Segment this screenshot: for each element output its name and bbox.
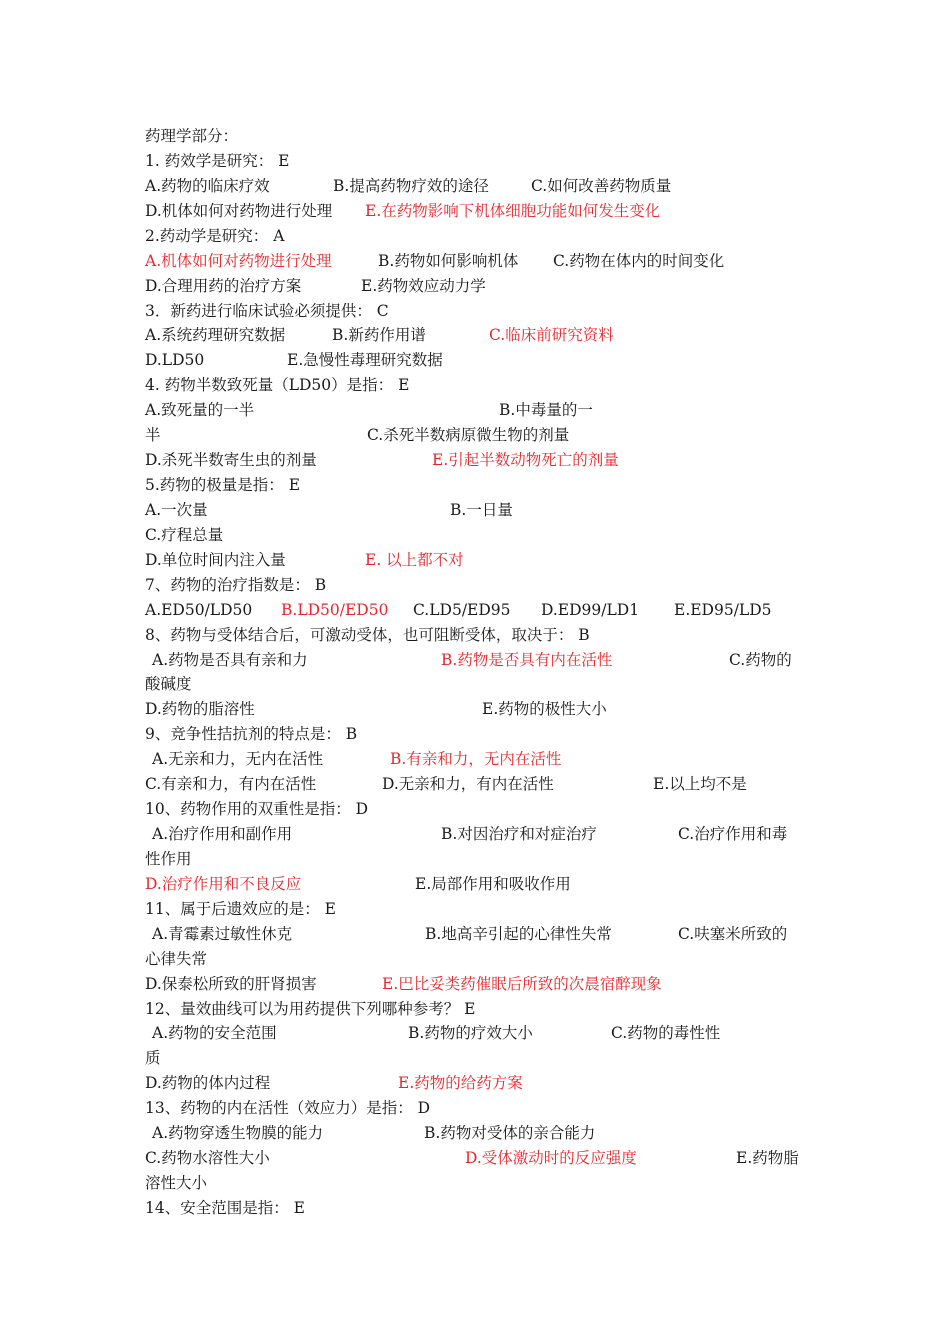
text-segment: 8、药物与受体结合后，可激动受体，也可阻断受体，取决于： B xyxy=(145,625,590,644)
text-segment: 12、量效曲线可以为用药提供下列哪种参考？ E xyxy=(145,999,476,1018)
text-segment: D.无亲和力，有内在活性 xyxy=(382,775,554,794)
text-line xyxy=(145,199,805,224)
text-line xyxy=(145,348,805,373)
text-line xyxy=(145,648,805,673)
text-segment: B.对因治疗和对症治疗 xyxy=(441,825,597,844)
answer-option-highlight: E.在药物影响下机体细胞功能如何发生变化 xyxy=(365,201,661,220)
text-segment: A.药物的安全范围 xyxy=(152,1024,277,1043)
answer-option-highlight: B.LD50/ED50 xyxy=(281,600,389,619)
text-line xyxy=(145,1146,805,1171)
text-segment: 心律失常 xyxy=(145,949,208,968)
text-line xyxy=(145,722,805,747)
text-segment: A.青霉素过敏性休克 xyxy=(152,924,293,943)
text-segment: A.药物是否具有亲和力 xyxy=(152,650,308,669)
text-segment: D.ED99/LD1 xyxy=(541,600,640,619)
text-line xyxy=(145,274,805,299)
text-segment: C.杀死半数病原微生物的剂量 xyxy=(367,426,570,445)
text-line xyxy=(145,423,805,448)
text-segment: C.LD5/ED95 xyxy=(413,600,511,619)
text-segment: E.ED95/LD5 xyxy=(674,600,772,619)
text-line xyxy=(145,972,805,997)
text-segment: D.合理用药的治疗方案 xyxy=(145,276,302,295)
text-segment: A.药物的临床疗效 xyxy=(145,176,270,195)
text-segment: C.药物水溶性大小 xyxy=(145,1149,270,1168)
answer-option-highlight: A.机体如何对药物进行处理 xyxy=(145,251,332,270)
text-segment: 酸碱度 xyxy=(145,675,192,694)
text-line xyxy=(145,1196,805,1221)
text-line xyxy=(145,797,805,822)
text-line xyxy=(145,548,805,573)
text-line xyxy=(145,997,805,1022)
text-segment: D.杀死半数寄生虫的剂量 xyxy=(145,451,317,470)
text-line xyxy=(145,623,805,648)
text-line xyxy=(145,398,805,423)
text-segment: 13、药物的内在活性（效应力）是指： D xyxy=(145,1099,431,1118)
text-segment: 性作用 xyxy=(145,849,192,868)
text-line xyxy=(145,922,805,947)
text-segment: C.如何改善药物质量 xyxy=(531,176,672,195)
text-line xyxy=(145,448,805,473)
text-segment: 4. 药物半数致死量（LD50）是指： E xyxy=(145,376,410,395)
answer-option-highlight: D.受体激动时的反应强度 xyxy=(465,1149,637,1168)
text-segment: C.治疗作用和毒 xyxy=(678,825,788,844)
text-segment: C.有亲和力，有内在活性 xyxy=(145,775,317,794)
text-line xyxy=(145,473,805,498)
text-line xyxy=(145,498,805,523)
text-segment: D.机体如何对药物进行处理 xyxy=(145,201,333,220)
text-segment: 药理学部分： xyxy=(145,127,239,145)
text-segment: B.一日量 xyxy=(450,500,513,519)
text-segment: E.药物的极性大小 xyxy=(482,700,607,719)
text-segment: A.无亲和力，无内在活性 xyxy=(152,750,324,769)
text-segment: A.致死量的一半 xyxy=(145,401,255,420)
text-segment: 2.药动学是研究： A xyxy=(145,226,285,245)
text-line xyxy=(145,299,805,324)
text-segment: C.疗程总量 xyxy=(145,525,224,544)
answer-option-highlight: B.药物是否具有内在活性 xyxy=(441,650,613,669)
text-segment: 溶性大小 xyxy=(145,1174,208,1193)
text-segment: B.提高药物疗效的途径 xyxy=(333,176,489,195)
text-line xyxy=(145,772,805,797)
text-line xyxy=(145,1096,805,1121)
text-line xyxy=(145,872,805,897)
text-segment: E.局部作用和吸收作用 xyxy=(415,874,571,893)
text-segment: D.药物的体内过程 xyxy=(145,1074,271,1093)
text-segment: C.药物在体内的时间变化 xyxy=(553,251,725,270)
text-segment: D.保泰松所致的肝肾损害 xyxy=(145,974,317,993)
text-segment: 10、药物作用的双重性是指： D xyxy=(145,800,369,819)
text-segment: A.治疗作用和副作用 xyxy=(152,825,293,844)
text-segment: E.急慢性毒理研究数据 xyxy=(287,351,443,370)
answer-option-highlight: D.治疗作用和不良反应 xyxy=(145,874,302,893)
answer-option-highlight: B.有亲和力，无内在活性 xyxy=(390,750,562,769)
text-segment: 1. 药效学是研究： E xyxy=(145,151,290,170)
text-line xyxy=(145,174,805,199)
text-segment: A.ED50/LD50 xyxy=(145,600,253,619)
text-line xyxy=(145,573,805,598)
text-segment: B.中毒量的一 xyxy=(499,401,593,420)
text-line xyxy=(145,373,805,398)
text-line xyxy=(145,1046,805,1071)
text-line xyxy=(145,697,805,722)
text-segment: B.地高辛引起的心律性失常 xyxy=(425,924,612,943)
text-line xyxy=(145,1171,805,1196)
text-segment: 11、属于后遗效应的是： E xyxy=(145,899,336,918)
text-segment: D.单位时间内注入量 xyxy=(145,550,286,569)
text-segment: C.呋塞米所致的 xyxy=(678,924,788,943)
answer-option-highlight: E. 以上都不对 xyxy=(365,550,464,569)
text-segment: C.药物的 xyxy=(729,650,792,669)
text-line xyxy=(145,747,805,772)
text-segment: 质 xyxy=(145,1049,161,1068)
text-segment: 7、药物的治疗指数是： B xyxy=(145,575,327,594)
text-line xyxy=(145,897,805,922)
text-segment: 半 xyxy=(145,426,161,445)
text-line xyxy=(145,149,805,174)
text-line xyxy=(145,523,805,548)
text-line xyxy=(145,672,805,697)
text-line xyxy=(145,822,805,847)
text-segment: 14、安全范围是指： E xyxy=(145,1198,305,1217)
text-line xyxy=(145,124,805,149)
text-segment: A.系统药理研究数据 xyxy=(145,326,286,345)
text-segment: E.药物脂 xyxy=(736,1149,799,1168)
text-segment: 3．新药进行临床试验必须提供： C xyxy=(145,301,389,320)
text-segment: B.药物如何影响机体 xyxy=(378,251,519,270)
text-segment: A.药物穿透生物膜的能力 xyxy=(152,1124,324,1143)
text-segment: C.药物的毒性性 xyxy=(611,1024,721,1043)
text-segment: D.LD50 xyxy=(145,351,205,370)
answer-option-highlight: E.药物的给药方案 xyxy=(398,1074,523,1093)
answer-option-highlight: E.引起半数动物死亡的剂量 xyxy=(432,451,619,470)
text-segment: E.药物效应动力学 xyxy=(361,276,486,295)
text-line xyxy=(145,1121,805,1146)
text-segment: 5.药物的极量是指： E xyxy=(145,476,301,495)
text-segment: B.药物对受体的亲合能力 xyxy=(424,1124,596,1143)
text-line xyxy=(145,1021,805,1046)
text-segment: B.新药作用谱 xyxy=(332,326,426,345)
text-line xyxy=(145,847,805,872)
text-line xyxy=(145,1071,805,1096)
text-segment: E.以上均不是 xyxy=(653,775,747,794)
text-segment: A.一次量 xyxy=(145,500,208,519)
text-line xyxy=(145,947,805,972)
text-segment: B.药物的疗效大小 xyxy=(408,1024,533,1043)
answer-option-highlight: E.巴比妥类药催眠后所致的次晨宿醉现象 xyxy=(382,974,662,993)
text-line xyxy=(145,249,805,274)
answer-option-highlight: C.临床前研究资料 xyxy=(489,326,614,345)
text-line xyxy=(145,598,805,623)
text-segment: D.药物的脂溶性 xyxy=(145,700,255,719)
text-line xyxy=(145,323,805,348)
text-segment: 9、竞争性拮抗剂的特点是： B xyxy=(145,725,358,744)
text-line xyxy=(145,224,805,249)
